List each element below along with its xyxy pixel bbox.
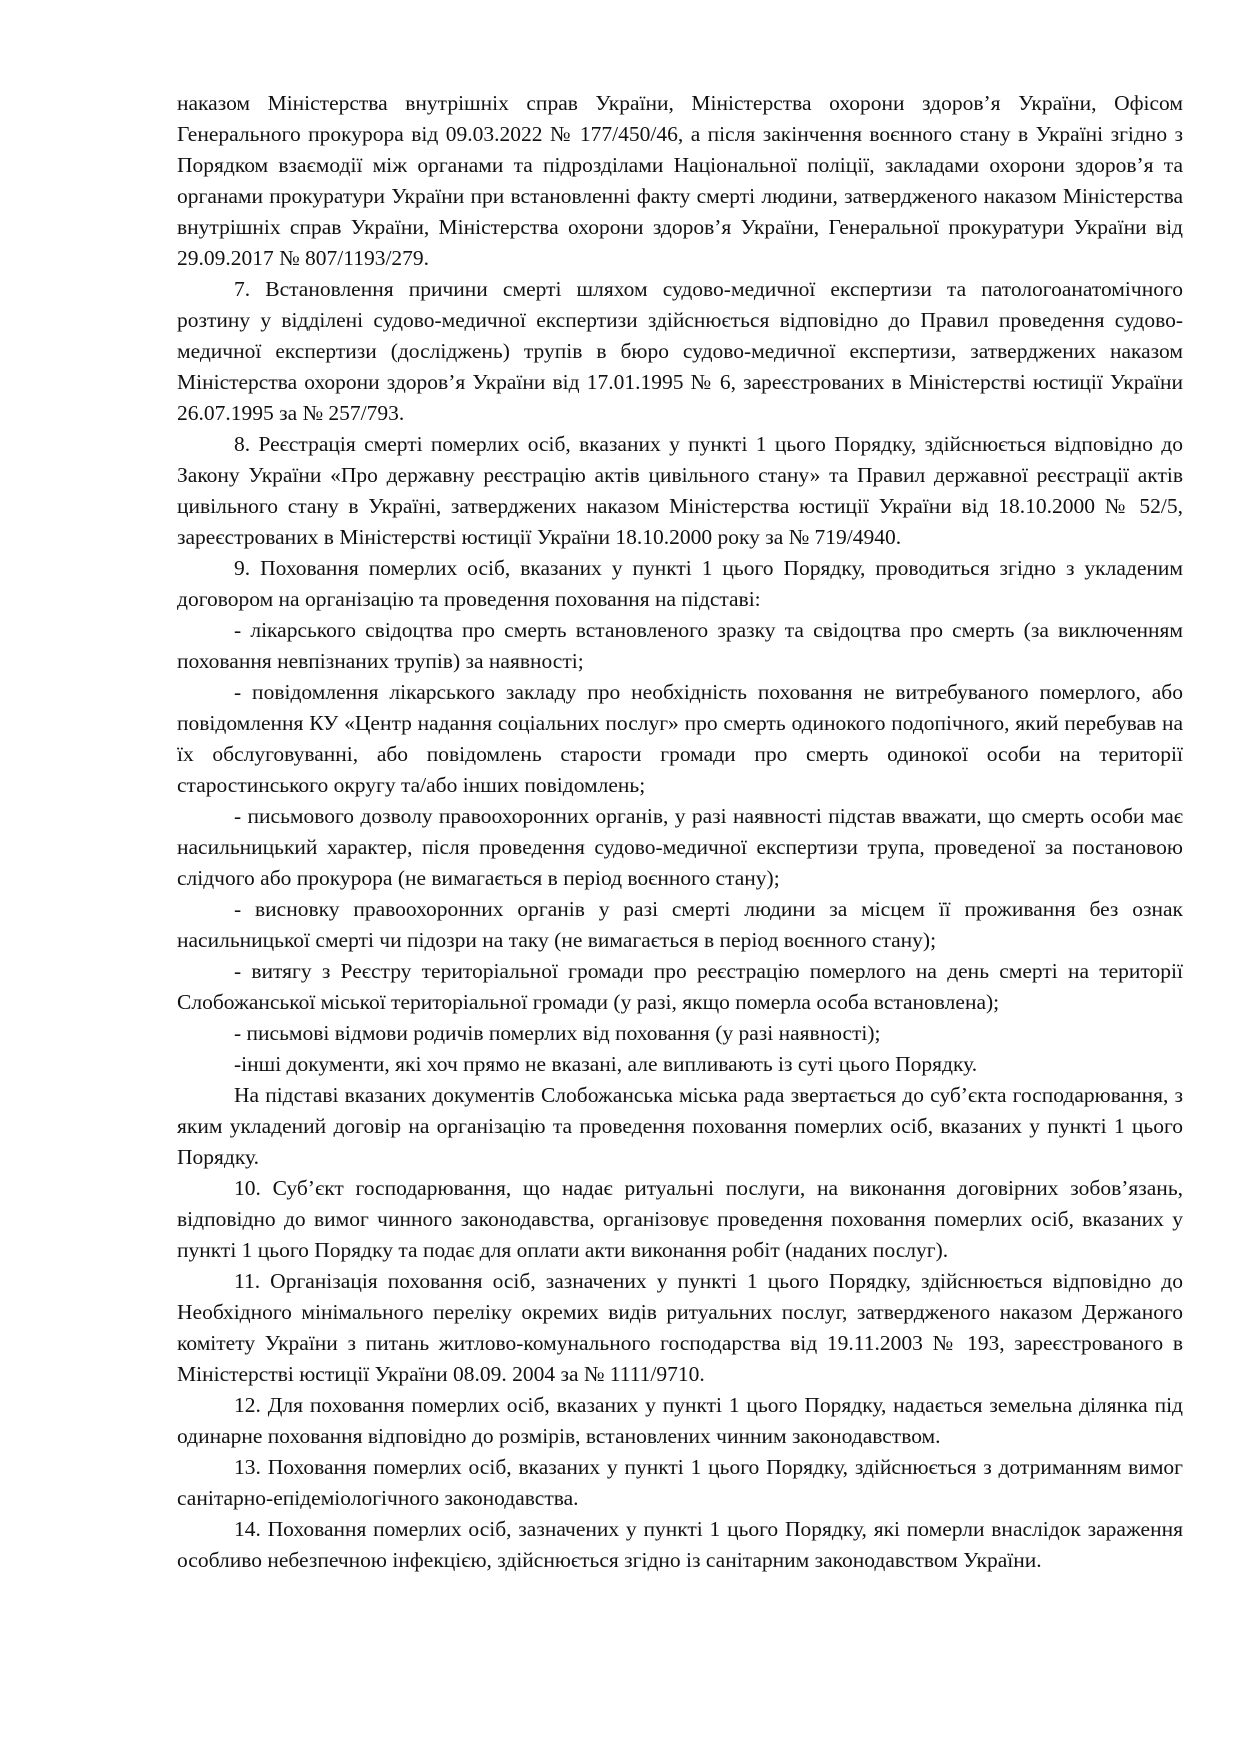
list-item-law-enforcement-permit: - письмового дозволу правоохоронних органів, у разі наявності підстав вважати, що смерть особи має насильницький характер, після проведення судово-медичної експертизи трупа, проведеної за постановою слідчого або прокурора (не вимагається в період воєнного стану); (177, 804, 1183, 890)
list-item-medical-certificate: - лікарського свідоцтва про смерть встановленого зразку та свідоцтва про смерть (за виключенням поховання невпізнаних трупів) за наявності; (177, 618, 1183, 673)
paragraph-item-7: 7. Встановлення причини смерті шляхом судово-медичної експертизи та патологоанатомічного розтину у відділені судово-медичної експертизи здійснюється відповідно до Правил проведення судово-медичної експертизи (досліджень) трупів в бюро судово-медичної експертизи, затверджених наказом Міністерства охорони здоров’я України від 17.01.1995 № 6, зареєстрованих в Міністерстві юстиції України 26.07.1995 за № 257/793. (177, 277, 1183, 425)
paragraph-council-request: На підставі вказаних документів Слобожанська міська рада звертається до суб’єкта господарювання, з яким укладений договір на організацію та проведення поховання померлих осіб, вказаних у пункті 1 цього Порядку. (177, 1083, 1183, 1169)
paragraph-item-8: 8. Реєстрація смерті померлих осіб, вказаних у пункті 1 цього Порядку, здійснюється відповідно до Закону України «Про державну реєстрацію актів цивільного стану» та Правил державної реєстрації актів цивільного стану в Україні, затверджених наказом Міністерства юстиції України від 18.10.2000 № 52/5, зареєстрованих в Міністерстві юстиції України 18.10.2000 року за № 719/4940. (177, 432, 1183, 549)
paragraph-item-13: 13. Поховання померлих осіб, вказаних у пункті 1 цього Порядку, здійснюється з дотриманням вимог санітарно-епідеміологічного законодавства. (177, 1455, 1183, 1510)
paragraph-item-11: 11. Організація поховання осіб, зазначених у пункті 1 цього Порядку, здійснюється відповідно до Необхідного мінімального переліку окремих видів ритуальних послуг, затвердженого наказом Держаного комітету України з питань житлово-комунального господарства від 19.11.2003 № 193, зареєстрованого в Міністерстві юстиції України 08.09. 2004 за № 1111/9710. (177, 1269, 1183, 1386)
list-item-law-enforcement-conclusion: - висновку правоохоронних органів у разі смерті людини за місцем її проживання без ознак насильницької смерті чи підозри на таку (не вимагається в період воєнного стану); (177, 897, 1183, 952)
list-item-hospital-notice: - повідомлення лікарського закладу про необхідність поховання не витребуваного померлого, або повідомлення КУ «Центр надання соціальних послуг» про смерть одинокого подопічного, який перебував на їх обслуговуванні, або повідомлень старости громади про смерть одинокої особи на території старостинського округу та/або інших повідомлень; (177, 680, 1183, 797)
list-item-relatives-refusal: - письмові відмови родичів померлих від поховання (у разі наявності); (234, 1021, 881, 1045)
paragraph-item-12: 12. Для поховання померлих осіб, вказаних у пункті 1 цього Порядку, надається земельна ділянка під одинарне поховання відповідно до розмірів, встановлених чинним законодавством. (177, 1393, 1183, 1448)
paragraph-item-9: 9. Поховання померлих осіб, вказаних у пункті 1 цього Порядку, проводиться згідно з укладеним договором на організацію та проведення поховання на підставі: (177, 556, 1183, 611)
list-item-registry-extract: - витягу з Реєстру територіальної громади про реєстрацію померлого на день смерті на території Слобожанської міської територіальної громади (у разі, якщо померла особа встановлена); (177, 959, 1183, 1014)
paragraph-item-14: 14. Поховання померлих осіб, зазначених у пункті 1 цього Порядку, які померли внаслідок зараження особливо небезпечною інфекцією, здійснюється згідно із санітарним законодавством України. (177, 1517, 1183, 1572)
list-item-other-documents: -інші документи, які хоч прямо не вказані, але випливають із суті цього Порядку. (234, 1052, 978, 1076)
paragraph-item-10: 10. Суб’єкт господарювання, що надає ритуальні послуги, на виконання договірних зобов’язань, відповідно до вимог чинного законодавства, організовує проведення поховання померлих осіб, вказаних у пункті 1 цього Порядку та подає для оплати акти виконання робіт (наданих послуг). (177, 1176, 1183, 1262)
paragraph-continuation: наказом Міністерства внутрішніх справ України, Міністерства охорони здоров’я України, Офісом Генерального прокурора від 09.03.2022 № 177/450/46, а після закінчення воєнного стану в Україні згідно з Порядком взаємодії між органами та підрозділами Національної поліції, закладами охорони здоров’я та органами прокуратури України при встановленні факту смерті людини, затвердженого наказом Міністерства внутрішніх справ України, Міністерства охорони здоров’я України, Генеральної прокуратури України від 29.09.2017 № 807/1193/279. (177, 91, 1183, 270)
document-page (177, 88, 1183, 1576)
